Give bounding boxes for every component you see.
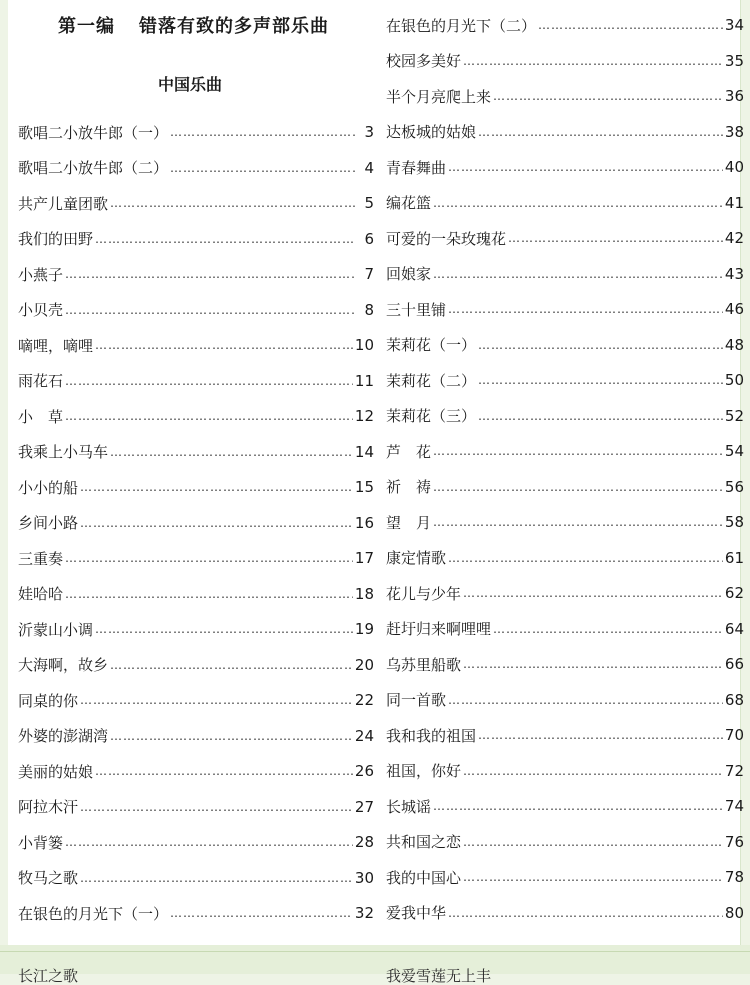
toc-entry-title: 沂蒙山小调 — [18, 620, 94, 639]
toc-entry-page: 17 — [354, 549, 374, 567]
toc-entry-page: 28 — [354, 833, 374, 851]
toc-leader-dots — [65, 303, 356, 317]
toc-entry — [386, 898, 744, 928]
toc-entry-page: 34 — [724, 16, 744, 34]
toc-entry — [386, 720, 744, 750]
toc-entry-title: 牧马之歌 — [18, 869, 79, 887]
toc-entry — [386, 152, 744, 182]
toc-entry-page: 42 — [724, 229, 744, 247]
chapter-title: 错落有致的多声部乐曲 — [139, 16, 329, 37]
toc-entry-title: 同桌的你 — [18, 691, 79, 710]
toc-entry-title: 小燕子 — [18, 265, 64, 284]
toc-entry — [386, 685, 744, 715]
toc-leader-dots — [65, 267, 356, 281]
toc-entry — [386, 10, 744, 40]
toc-entry-page: 56 — [724, 477, 744, 496]
toc-entry-title: 茉莉花（二） — [386, 371, 477, 390]
toc-entry-page: 80 — [724, 903, 744, 922]
toc-entry-page: 24 — [354, 726, 374, 745]
toc-entry — [386, 791, 744, 821]
toc-entry — [18, 898, 374, 928]
toc-entry — [18, 508, 374, 538]
toc-entry-page: 20 — [354, 655, 374, 674]
toc-leader-dots — [65, 835, 353, 849]
toc-entry-page: 16 — [354, 513, 374, 532]
toc-leader-dots — [448, 551, 723, 565]
toc-entry — [18, 614, 374, 644]
toc-entry-page: 41 — [724, 193, 744, 212]
toc-entry — [386, 259, 744, 289]
toc-entry-title: 嘀哩，嘀哩 — [18, 336, 94, 355]
toc-leader-dots — [65, 551, 353, 565]
toc-entry — [386, 330, 744, 360]
toc-entry-page: 6 — [364, 229, 374, 248]
toc-leader-dots — [110, 445, 353, 459]
toc-leader-dots — [80, 800, 353, 814]
toc-leader-dots — [65, 374, 353, 388]
toc-leader-dots — [433, 480, 723, 494]
toc-entry-title: 回娘家 — [386, 265, 432, 283]
toc-leader-dots — [170, 125, 356, 139]
toc-leader-dots — [463, 586, 723, 600]
toc-entry — [386, 365, 744, 395]
toc-entry-title: 半个月亮爬上来 — [386, 87, 492, 106]
toc-entry — [386, 756, 744, 786]
toc-entry-title: 三十里铺 — [386, 300, 447, 319]
toc-entry — [18, 295, 374, 325]
toc-entry-page: 32 — [354, 904, 374, 922]
toc-entry-title: 乌苏里船歌 — [386, 655, 462, 674]
toc-leader-dots — [478, 125, 723, 139]
toc-entry-title: 歌唱二小放牛郎（二） — [18, 159, 169, 177]
toc-leader-dots — [478, 338, 723, 352]
toc-entry-page: 72 — [724, 761, 744, 780]
toc-entry-page: 30 — [354, 868, 374, 887]
toc-entry-page: 36 — [724, 87, 744, 105]
toc-leader-dots — [110, 729, 353, 743]
toc-entry-page: 26 — [354, 762, 374, 780]
toc-leader-dots — [65, 587, 353, 601]
toc-entry — [18, 579, 374, 609]
toc-leader-dots — [170, 161, 356, 175]
toc-leader-dots — [478, 409, 723, 423]
toc-entry — [386, 862, 744, 892]
toc-entry-page: 70 — [724, 726, 744, 744]
toc-leader-dots — [448, 906, 723, 920]
toc-entry-page: 7 — [364, 265, 374, 283]
toc-entry — [18, 543, 374, 573]
toc-leader-dots — [80, 516, 353, 530]
toc-leader-dots — [448, 302, 723, 316]
toc-entry — [18, 472, 374, 502]
toc-entry-page: 19 — [354, 620, 374, 638]
toc-entry-page: 35 — [724, 51, 744, 70]
toc-entry-page: 58 — [724, 513, 744, 531]
toc-entry-title: 共产儿童团歌 — [18, 194, 109, 213]
toc-entry-title: 歌唱二小放牛郎（一） — [18, 123, 169, 142]
toc-entry-title: 在银色的月光下（一） — [18, 904, 169, 923]
toc-entry — [18, 863, 374, 893]
toc-entry — [18, 366, 374, 396]
toc-entry — [18, 437, 374, 467]
toc-leader-dots — [95, 622, 353, 636]
toc-leader-dots — [433, 799, 723, 813]
next-page-left-fragment: 长江之歌 — [18, 967, 79, 985]
toc-entry — [18, 259, 374, 289]
toc-entry-page: 3 — [364, 123, 374, 141]
toc-entry-title: 小背篓 — [18, 833, 64, 852]
toc-entry-page: 61 — [724, 548, 744, 567]
section-heading: 中国乐曲 — [158, 75, 223, 94]
toc-entry — [18, 721, 374, 751]
toc-entry-title: 达板城的姑娘 — [386, 123, 477, 141]
toc-entry-page: 15 — [354, 478, 374, 496]
toc-entry-title: 乡间小路 — [18, 514, 79, 532]
toc-entry-page: 48 — [724, 335, 744, 354]
toc-entry — [386, 614, 744, 644]
toc-entry-title: 在银色的月光下（二） — [386, 16, 537, 35]
toc-leader-dots — [463, 54, 723, 68]
toc-entry-title: 芦 花 — [386, 442, 432, 461]
toc-entry-page: 54 — [724, 442, 744, 460]
toc-leader-dots — [433, 196, 723, 210]
toc-entry — [386, 117, 744, 147]
toc-entry-title: 我的中国心 — [386, 868, 462, 887]
toc-entry — [386, 507, 744, 537]
toc-entry-page: 76 — [724, 832, 744, 851]
toc-leader-dots — [493, 89, 723, 103]
toc-entry-title: 小小的船 — [18, 478, 79, 497]
toc-entry-title: 可爱的一朵玫瑰花 — [386, 229, 507, 248]
toc-entry-title: 小贝壳 — [18, 301, 64, 319]
toc-entry-page: 50 — [724, 371, 744, 389]
toc-entry-title: 娃哈哈 — [18, 585, 64, 603]
toc-entry-title: 我和我的祖国 — [386, 726, 477, 745]
toc-entry-page: 74 — [724, 797, 744, 815]
toc-entry — [18, 117, 374, 147]
toc-entry — [18, 153, 374, 183]
toc-entry-page: 66 — [724, 655, 744, 673]
toc-page — [8, 0, 744, 945]
toc-leader-dots — [493, 622, 723, 636]
toc-entry-title: 赶圩归来啊哩哩 — [386, 620, 492, 638]
toc-entry-page: 38 — [724, 122, 744, 141]
toc-entry-title: 花儿与少年 — [386, 584, 462, 603]
toc-entry — [18, 224, 374, 254]
toc-entry — [386, 578, 744, 608]
next-page-strip — [0, 945, 750, 985]
toc-entry-page: 18 — [354, 584, 374, 603]
toc-entry — [18, 827, 374, 857]
toc-leader-dots — [463, 870, 723, 884]
toc-entry-title: 美丽的姑娘 — [18, 762, 94, 781]
toc-entry-title: 阿拉木汗 — [18, 798, 79, 816]
toc-entry-title: 爱我中华 — [386, 904, 447, 922]
toc-entry — [386, 46, 744, 76]
toc-entry-title: 外婆的澎湖湾 — [18, 727, 109, 745]
toc-leader-dots — [80, 480, 353, 494]
toc-leader-dots — [463, 835, 723, 849]
toc-entry-title: 祈 祷 — [386, 478, 432, 496]
toc-entry-title: 三重奏 — [18, 549, 64, 568]
toc-leader-dots — [65, 409, 353, 423]
toc-entry-title: 小 草 — [18, 407, 64, 426]
toc-leader-dots — [433, 444, 723, 458]
toc-entry — [18, 792, 374, 822]
toc-entry — [386, 827, 744, 857]
toc-entry-page: 46 — [724, 300, 744, 318]
toc-leader-dots — [80, 871, 353, 885]
toc-leader-dots — [80, 693, 353, 707]
toc-entry-title: 校园多美好 — [386, 52, 462, 70]
toc-entry — [386, 436, 744, 466]
toc-entry-title: 大海啊，故乡 — [18, 656, 109, 674]
next-page-right-fragment: 我爱雪莲无上丰 — [386, 967, 492, 985]
toc-entry-title: 共和国之恋 — [386, 833, 462, 851]
toc-entry-title: 长城谣 — [386, 797, 432, 816]
toc-entry-page: 4 — [364, 158, 374, 177]
toc-leader-dots — [110, 196, 356, 210]
toc-leader-dots — [478, 728, 723, 742]
toc-entry-page: 22 — [354, 691, 374, 709]
toc-entry-title: 茉莉花（一） — [386, 336, 477, 354]
toc-entry-title: 我乘上小马车 — [18, 443, 109, 461]
toc-entry — [18, 188, 374, 218]
toc-entry-title: 青春舞曲 — [386, 158, 447, 177]
toc-entry — [386, 188, 744, 218]
toc-leader-dots — [508, 231, 723, 245]
toc-entry-title: 康定情歌 — [386, 549, 447, 567]
toc-entry-page: 8 — [364, 300, 374, 319]
toc-entry — [386, 401, 744, 431]
chapter-label: 第一编 — [58, 16, 115, 37]
toc-entry-page: 68 — [724, 690, 744, 709]
toc-entry-title: 编花篮 — [386, 194, 432, 212]
toc-leader-dots — [463, 764, 723, 778]
toc-entry-page: 78 — [724, 868, 744, 886]
toc-entry-page: 5 — [364, 194, 374, 212]
toc-leader-dots — [433, 515, 723, 529]
toc-entry — [386, 223, 744, 253]
toc-entry-page: 12 — [354, 407, 374, 425]
toc-entry — [386, 543, 744, 573]
toc-leader-dots — [95, 764, 353, 778]
toc-entry-page: 52 — [724, 406, 744, 425]
toc-entry-page: 11 — [354, 371, 374, 390]
chapter-heading — [58, 12, 329, 38]
toc-entry-page: 40 — [724, 158, 744, 176]
toc-entry-page: 10 — [354, 336, 374, 354]
toc-leader-dots — [538, 18, 723, 32]
toc-entry-page: 43 — [724, 264, 744, 283]
toc-leader-dots — [170, 906, 353, 920]
toc-entry-page: 64 — [724, 619, 744, 638]
toc-entry — [386, 81, 744, 111]
toc-entry-title: 祖国，你好 — [386, 762, 462, 780]
toc-entry-title: 我们的田野 — [18, 230, 94, 248]
toc-entry-title: 茉莉花（三） — [386, 407, 477, 425]
toc-leader-dots — [433, 267, 723, 281]
toc-leader-dots — [463, 657, 723, 671]
toc-entry — [18, 685, 374, 715]
toc-entry — [18, 401, 374, 431]
toc-entry — [386, 294, 744, 324]
toc-leader-dots — [448, 693, 723, 707]
toc-leader-dots — [478, 373, 723, 387]
toc-entry — [18, 756, 374, 786]
page-divider — [0, 951, 750, 952]
toc-entry-page: 14 — [354, 442, 374, 461]
toc-entry — [18, 650, 374, 680]
toc-leader-dots — [110, 658, 353, 672]
toc-entry-page: 27 — [354, 797, 374, 816]
toc-leader-dots — [95, 338, 353, 352]
toc-entry — [386, 472, 744, 502]
toc-leader-dots — [448, 160, 723, 174]
toc-entry-title: 同一首歌 — [386, 691, 447, 709]
toc-entry — [386, 649, 744, 679]
toc-leader-dots — [95, 232, 356, 246]
toc-entry — [18, 330, 374, 360]
toc-entry-title: 望 月 — [386, 513, 432, 532]
toc-entry-page: 62 — [724, 584, 744, 602]
toc-entry-title: 雨花石 — [18, 372, 64, 390]
